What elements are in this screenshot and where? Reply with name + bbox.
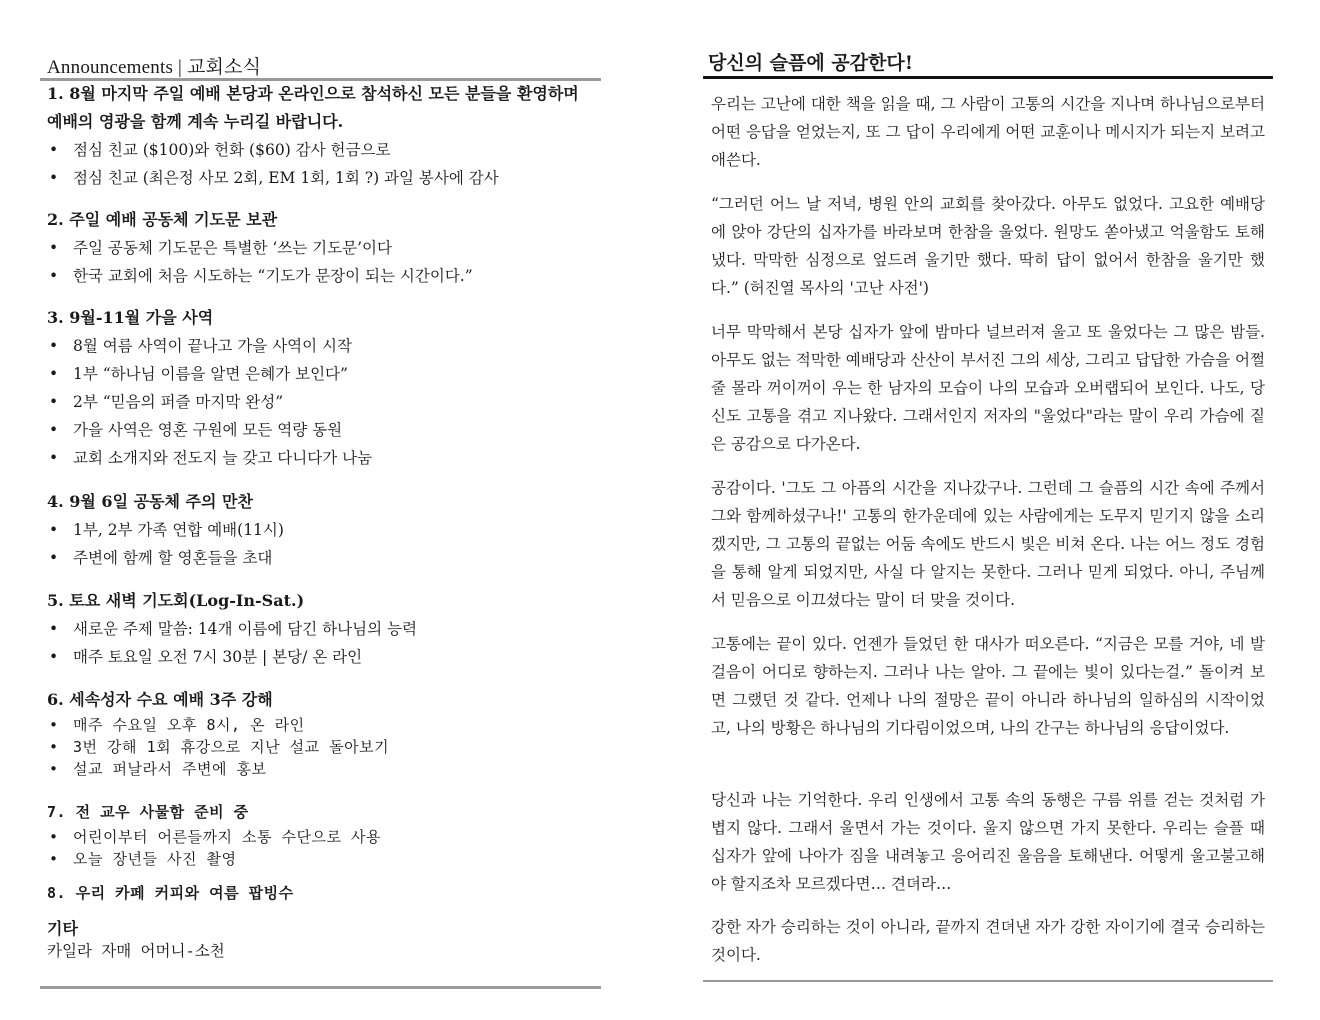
- announcement-4-title: 4. 9월 6일 공동체 주의 만찬: [47, 492, 253, 511]
- announcement-6: [47, 686, 597, 780]
- announcement-6-title: 6. 세속성자 수요 예배 3주 강해: [47, 690, 273, 709]
- list-item: • 1부 “하나님 이름을 알면 은혜가 보인다”: [47, 360, 597, 388]
- paragraph: 고통에는 끝이 있다. 언젠가 들었던 한 대사가 떠오른다. “지금은 모를 거야, 네 발걸음이 어디로 향하는지. 그러나 나는 알아. 그 끝에는 빛이 있다는걸.” 돌이켜 보면 그랬던 것 같다. 언제나 나의 절망은 끝이 아니라 하나님의 일하심의 시작이었고, 나의 방황은 하나님의 기다림이었으며, 나의 간구는 하나님의 응답이었다.: [711, 635, 1265, 737]
- list-item: • 오늘 장년들 사진 촬영: [47, 848, 597, 870]
- list-item: • 매주 토요일 오전 7시 30분 | 본당/ 온 라인: [47, 643, 597, 671]
- misc-section: [47, 918, 597, 962]
- column-panel: [703, 48, 1273, 982]
- paragraph: “그러던 어느 날 저녁, 병원 안의 교회를 찾아갔다. 아무도 없었다. 고요한 예배당에 앉아 강단의 십자가를 바라보며 한참을 울었다. 원망도 쏟아냈고 억울함도 토해냈다. 막막한 심정으로 엎드려 울기만 했다. 딱히 답이 없어서 한참을 울기만 했다.” (허진열 목사의 '고난 사전'): [711, 195, 1265, 297]
- announcement-3-title: 3. 9월-11월 가을 사역: [47, 308, 214, 327]
- column-title: 당신의 슬픔에 공감한다!: [708, 52, 914, 74]
- announcement-1-title-line-1: 1. 8월 마지막 주일 예배 본당과 온라인으로 참석하신 모든 분들을 환영하며: [47, 84, 579, 103]
- announcement-4: [47, 488, 597, 572]
- list-item: • 한국 교회에 처음 시도하는 “기도가 문장이 되는 시간이다.”: [47, 262, 597, 290]
- list-item: • 주변에 함께 할 영혼들을 초대: [47, 544, 597, 572]
- list-item: • 점심 친교 ($100)와 헌화 ($60) 감사 헌금으로: [47, 136, 597, 164]
- list-item: • 매주 수요일 오후 8시, 온 라인: [47, 714, 597, 736]
- list-item: • 주일 공동체 기도문은 특별한 ‘쓰는 기도문’이다: [47, 234, 597, 262]
- announcement-1: [47, 80, 597, 192]
- misc-title: 기타: [47, 919, 78, 938]
- announcement-3: [47, 304, 597, 472]
- announcement-5-title: 5. 토요 새벽 기도회(Log-In-Sat.): [47, 591, 305, 610]
- list-item: • 3번 강해 1회 휴강으로 지난 설교 돌아보기: [47, 736, 597, 758]
- paragraph: 너무 막막해서 본당 십자가 앞에 밤마다 널브러져 울고 또 울었다는 그 많은 밤들. 아무도 없는 적막한 예배당과 산산이 부서진 그의 세상, 그리고 답답한 가슴을 어쩔 줄 몰라 꺼이꺼이 우는 한 남자의 모습이 나의 모습과 오버랩되어 보인다. 나도, 당신도 고통을 겪고 지나왔다. 그래서인지 저자의 "울었다"라는 말이 우리 가슴에 짙은 공감으로 다가온다.: [711, 323, 1265, 453]
- paragraph: 당신과 나는 기억한다. 우리 인생에서 고통 속의 동행은 구름 위를 걷는 것처럼 가볍지 않다. 그래서 울면서 가는 것이다. 울지 않으면 가지 못한다. 우리는 슬플 때 십자가 앞에 나아가 짐을 내려놓고 응어리진 울음을 토해낸다. 어떻게 울고불고해야 할지조차 모르겠다면… 견뎌라…: [711, 791, 1265, 893]
- announcements-panel: [40, 50, 601, 989]
- announcement-2-title: 2. 주일 예배 공동체 기도문 보관: [47, 210, 278, 229]
- announcement-7: [47, 798, 597, 870]
- list-item: • 가을 사역은 영혼 구원에 모든 역량 동원: [47, 416, 597, 444]
- paragraph: 공감이다. '그도 그 아픔의 시간을 지나갔구나. 그런데 그 슬픔의 시간 속에 주께서 그와 함께하셨구나!' 고통의 한가운데에 있는 사람에게는 도무지 믿기지 않을 소리겠지만, 그 고통의 끝없는 어둠 속에도 반드시 빛은 비쳐 온다. 나는 어느 정도 경험을 통해 알게 되었지만, 사실 다 알지는 못한다. 그러나 믿게 되었다. 아니, 주님께서 믿음으로 이끄셨다는 말이 더 맞을 것이다.: [711, 479, 1265, 609]
- list-item: • 교회 소개지와 전도지 늘 갖고 다니다가 나눔: [47, 444, 597, 472]
- announcement-1-title-line-2: 예배의 영광을 함께 계속 누리길 바랍니다.: [47, 112, 344, 131]
- announcement-2: [47, 206, 597, 290]
- announcement-8-title: 8. 우리 카페 커피와 여름 팝빙수: [47, 884, 294, 902]
- paragraph: 강한 자가 승리하는 것이 아니라, 끝까지 견뎌낸 자가 강한 자이기에 결국 승리하는 것이다.: [711, 918, 1265, 964]
- announcement-8: [47, 879, 597, 907]
- list-item: • 어린이부터 어른들까지 소통 수단으로 사용: [47, 826, 597, 848]
- list-item: • 8월 여름 사역이 끝나고 가을 사역이 시작: [47, 332, 597, 360]
- column-title-divider: [703, 76, 1273, 79]
- list-item: • 2부 “믿음의 퍼즐 마지막 완성”: [47, 388, 597, 416]
- announcements-title: Announcements | 교회소식: [47, 57, 262, 78]
- list-item: • 1부, 2부 가족 연합 예배(11시): [47, 516, 597, 544]
- list-item: • 설교 퍼날라서 주변에 홍보: [47, 758, 597, 780]
- paragraph: 우리는 고난에 대한 책을 읽을 때, 그 사람이 고통의 시간을 지나며 하나님으로부터 어떤 응답을 얻었는지, 또 그 답이 우리에게 어떤 교훈이나 메시지가 되는지 보려고 애쓴다.: [711, 95, 1265, 169]
- misc-text: 카일라 자매 어머니-소천: [47, 942, 225, 960]
- list-item: • 점심 친교 (최은정 사모 2회, EM 1회, 1회 ?) 과일 봉사에 감사: [47, 164, 597, 192]
- announcement-7-title: 7. 전 교우 사물함 준비 중: [47, 803, 249, 821]
- announcement-5: [47, 587, 597, 671]
- list-item: • 새로운 주제 말씀: 14개 이름에 담긴 하나님의 능력: [47, 615, 597, 643]
